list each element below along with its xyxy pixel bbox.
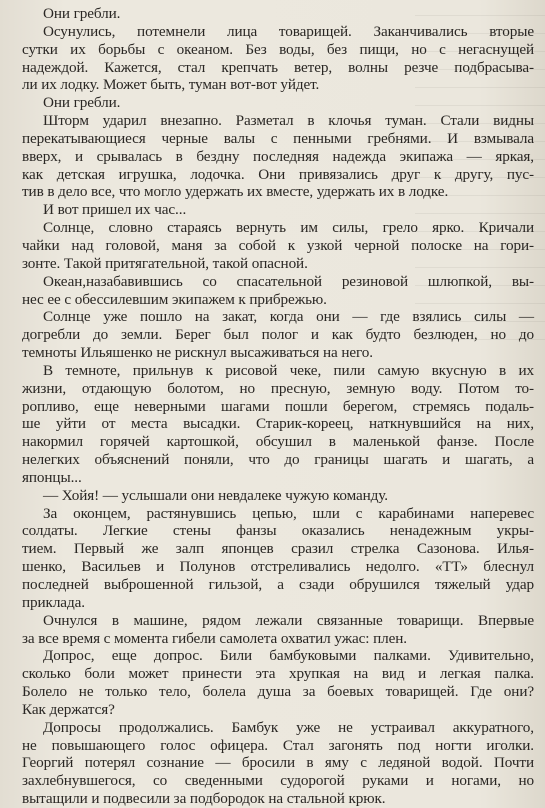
text-line: Осунулись, потемнели лица товарищей. Заканчивались вторые <box>43 22 534 40</box>
text-line: сколько боли может принести эта хрупкая на вид и легкая палка. <box>22 665 534 683</box>
text-line: Допрос, еще допрос. Били бамбуковыми палками. Удивительно, <box>43 647 534 665</box>
text-line: Океан,назабавившись со спасательной резиновой шлюпкой, вы- <box>43 272 534 290</box>
text-line: И вот пришел их час... <box>43 201 187 219</box>
paragraph <box>22 201 534 219</box>
paragraph <box>22 308 534 362</box>
paragraph <box>22 112 534 201</box>
text-line: Георгий потерял сознание — бросили в яму с ледяной водой. Почти <box>22 754 534 772</box>
paragraph <box>22 273 534 309</box>
text-line: Как держатся? <box>22 700 115 718</box>
text-line: японцы... <box>22 468 82 486</box>
text-line: темноты Ильяшенко не рискнул высаживаться на него. <box>22 344 373 362</box>
paragraph <box>22 5 534 23</box>
text-line: приклада. <box>22 593 85 611</box>
paragraph <box>22 612 534 648</box>
paragraph <box>22 487 534 505</box>
text-line: вверх, и срывалась в бездну последняя надежда экипажа — яркая, <box>22 147 534 165</box>
text-line: сутки их борьбы с океаном. Без воды, без пищи, но с негаснущей <box>22 40 534 58</box>
text-line: Очнулся в машине, рядом лежали связанные товарищи. Впервые <box>43 611 534 629</box>
text-line: Солнце, словно стараясь вернуть им силы, грело ярко. Кричали <box>43 219 534 237</box>
text-line: В темноте, прильнув к рисовой чеке, пили самую вкусную в их <box>43 361 534 379</box>
text-line: — Хойя! — услышали они невдалеке чужую команду. <box>43 486 388 504</box>
text-line: шенко, Васильев и Полунов отстреливались недолго. «ТТ» блеснул <box>22 558 534 576</box>
text-line: вытащили и подвесили за подбородок на стальной крюк. <box>22 790 386 808</box>
text-line: надеждой. Кажется, стал крепчать ветер, волны резче подбрасыва- <box>22 58 534 76</box>
text-line: Шторм ударил внезапно. Разметал в клочья туман. Стали видны <box>43 112 534 130</box>
text-line: за все время с момента гибели самолета охватил ужас: плен. <box>22 629 407 647</box>
text-line: тием. Первый же залп японцев сразил стрелка Сазонова. Илья- <box>22 540 534 558</box>
text-line: жизни, отдающую болотом, но пресную, земную воду. Потом то- <box>22 379 534 397</box>
text-line: накормил горячей картошкой, обсушил в маленькой фанзе. После <box>22 433 534 451</box>
text-line: ли их лодку. Может быть, туман вот-вот уйдет. <box>22 76 320 94</box>
text-line: захлебнувшегося, со сведенными судорогой руками и ногами, но <box>22 772 534 790</box>
paragraph <box>22 362 534 487</box>
text-line: Допросы продолжались. Бамбук уже не устраивал аккуратного, <box>43 718 534 736</box>
text-line: Они гребли. <box>43 94 121 112</box>
text-line: Они гребли. <box>43 5 121 22</box>
paragraph <box>22 505 534 612</box>
book-page <box>22 5 534 808</box>
text-line: За оконцем, растянувшись цепью, шли с карабинами наперевес <box>43 504 534 522</box>
text-line: солдаты. Легкие стены фанзы оказались ненадежным укры- <box>22 522 534 540</box>
text-line: зонте. Такой притягательной, такой опасной. <box>22 254 308 272</box>
text-line: нелегких объяснений поняли, что до границы шагать и шагать, а <box>22 451 534 469</box>
text-line: ропливо, еще неверными шагами пошли берегом, стремясь подаль- <box>22 397 534 415</box>
text-line: последней выброшенной гильзой, а сзади обрушился тяжелый удар <box>22 576 534 593</box>
text-line: Болело не только тело, болела душа за боевых товарищей. Где они? <box>22 683 534 701</box>
text-line: как детская игрушка, лодочка. Они привязались друг к другу, пус- <box>22 165 534 183</box>
paragraph <box>22 94 534 112</box>
text-line: догребли до земли. Берег был полог и как будто безлюден, но до <box>22 326 534 344</box>
body-text <box>22 5 534 808</box>
paragraph <box>22 647 534 718</box>
text-line: Солнце уже пошло на закат, когда они — где взялись силы — <box>43 308 534 326</box>
text-line: чайки над головой, маня за собой к узкой черной полоске на гори- <box>22 236 534 254</box>
text-line: перекатывающиеся черные валы с пенными гребнями. И взмывала <box>22 129 534 147</box>
paragraph <box>22 219 534 273</box>
paragraph <box>22 719 534 808</box>
text-line: нес ее с обессилевшим экипажем к прибрежью. <box>22 290 327 308</box>
text-line: тив в дело все, что могло удержать их вместе, удержать их в лодке. <box>22 183 449 201</box>
paragraph <box>22 23 534 94</box>
text-line: ше уйти от места высадки. Старик-кореец, наткнувшийся на них, <box>22 415 534 433</box>
text-line: не повышающего голос офицера. Стал загонять под ногти иголки. <box>22 736 534 754</box>
